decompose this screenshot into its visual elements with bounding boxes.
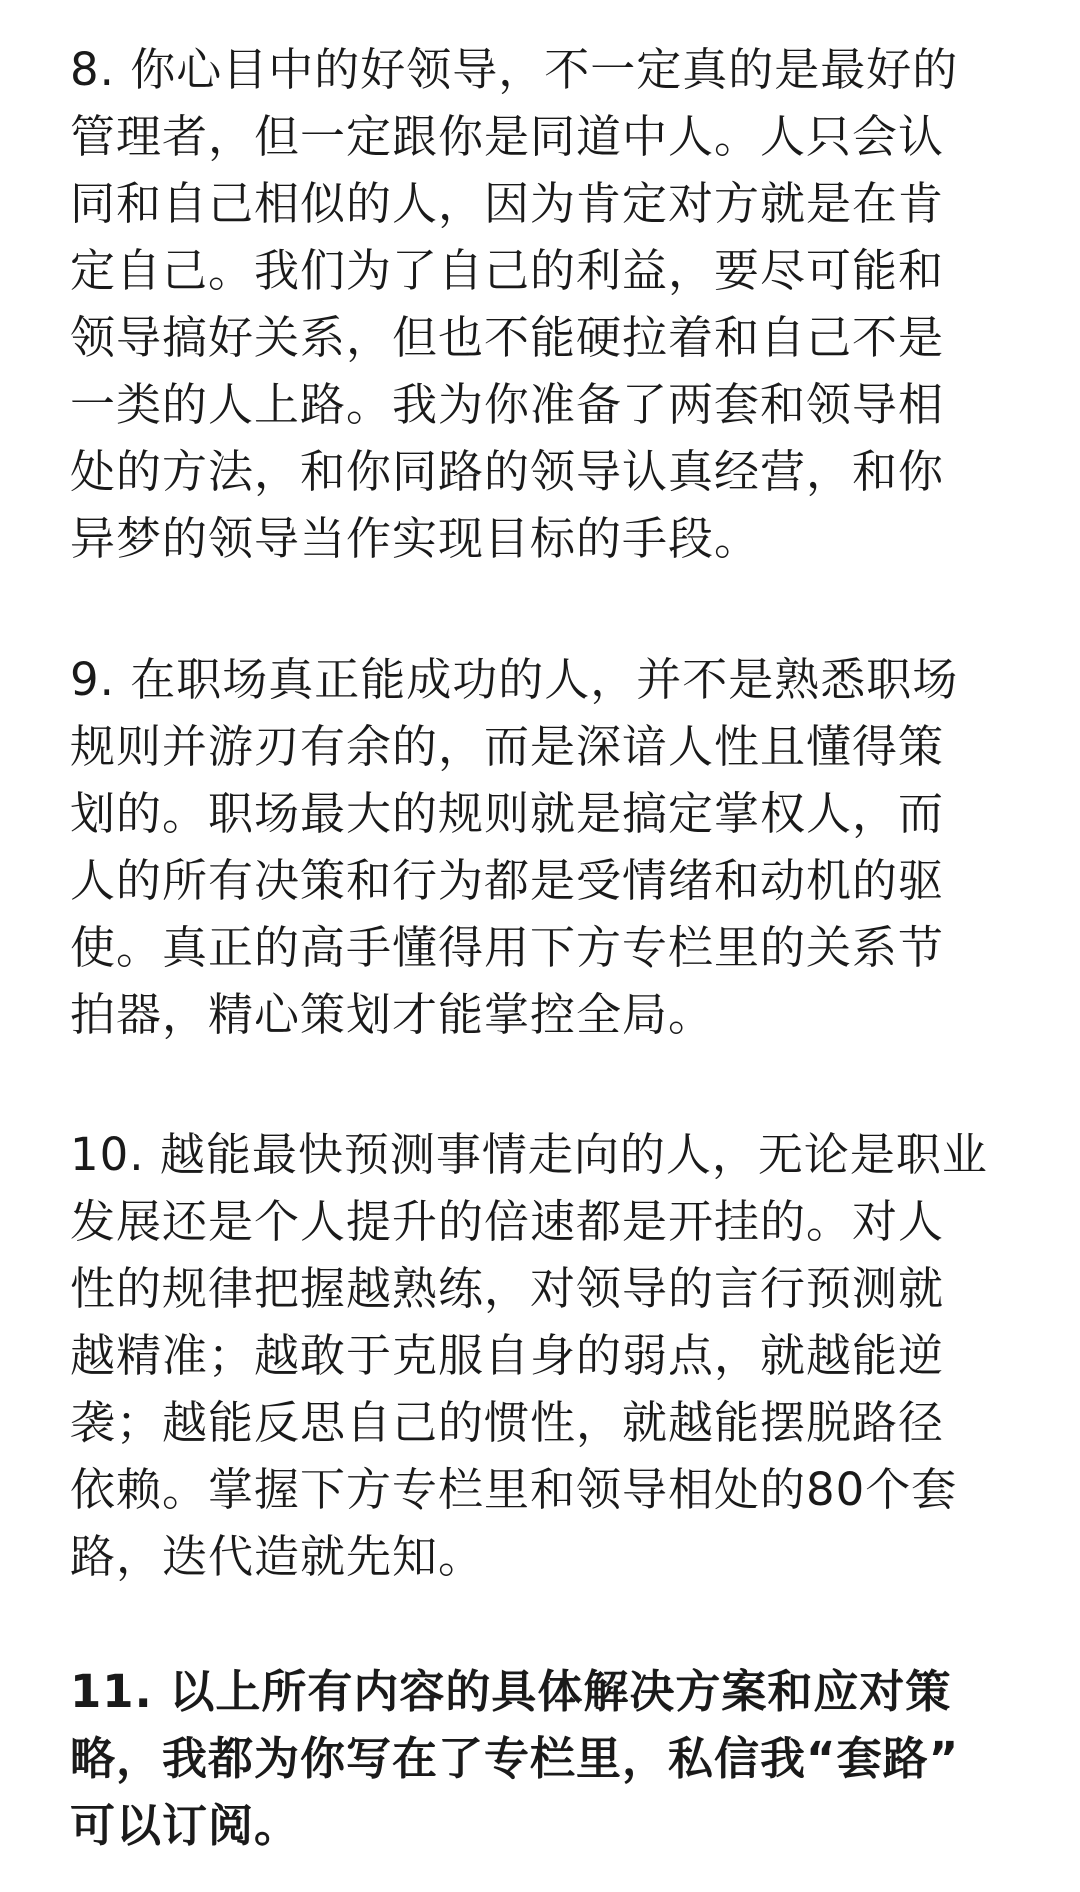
paragraph-11-callout: 11. 以上所有内容的具体解决方案和应对策 略，我都为你写在了专栏里，私信我“套路” 可以订阅。 <box>70 1665 960 1852</box>
paragraph-10: 10. 越能最快预测事情走向的人，无论是职业 发展还是个人提升的倍速都是开挂的。对人 性的规律把握越熟练，对领导的言行预测就 越精准；越敢于克服自身的弱点，就越能逆 袭；越能反思自己的惯性，就越能摆脱路径 依赖。掌握下方专栏里和领导相处的80个套 路，迭代造就先知。 <box>70 1128 988 1583</box>
paragraph-8: 8. 你心目中的好领导，不一定真的是最好的 管理者，但一定跟你是同道中人。人只会认 同和自己相似的人，因为肯定对方就是在肯 定自己。我们为了自己的利益，要尽可能和 领导搞好关系，但也不能硬拉着和自己不是 一类的人上路。我为你准备了两套和领导相 处的方法，和你同路的领导认真经营，和你 异梦的领导当作实现目标的手段。 <box>70 43 959 565</box>
paragraph-9: 9. 在职场真正能成功的人，并不是熟悉职场 规则并游刃有余的，而是深谙人性且懂得策 划的。职场最大的规则就是搞定掌权人，而 人的所有决策和行为都是受情绪和动机的驱 使。真正的高手懂得用下方专栏里的关系节 拍器，精心策划才能掌控全局。 <box>70 653 959 1041</box>
